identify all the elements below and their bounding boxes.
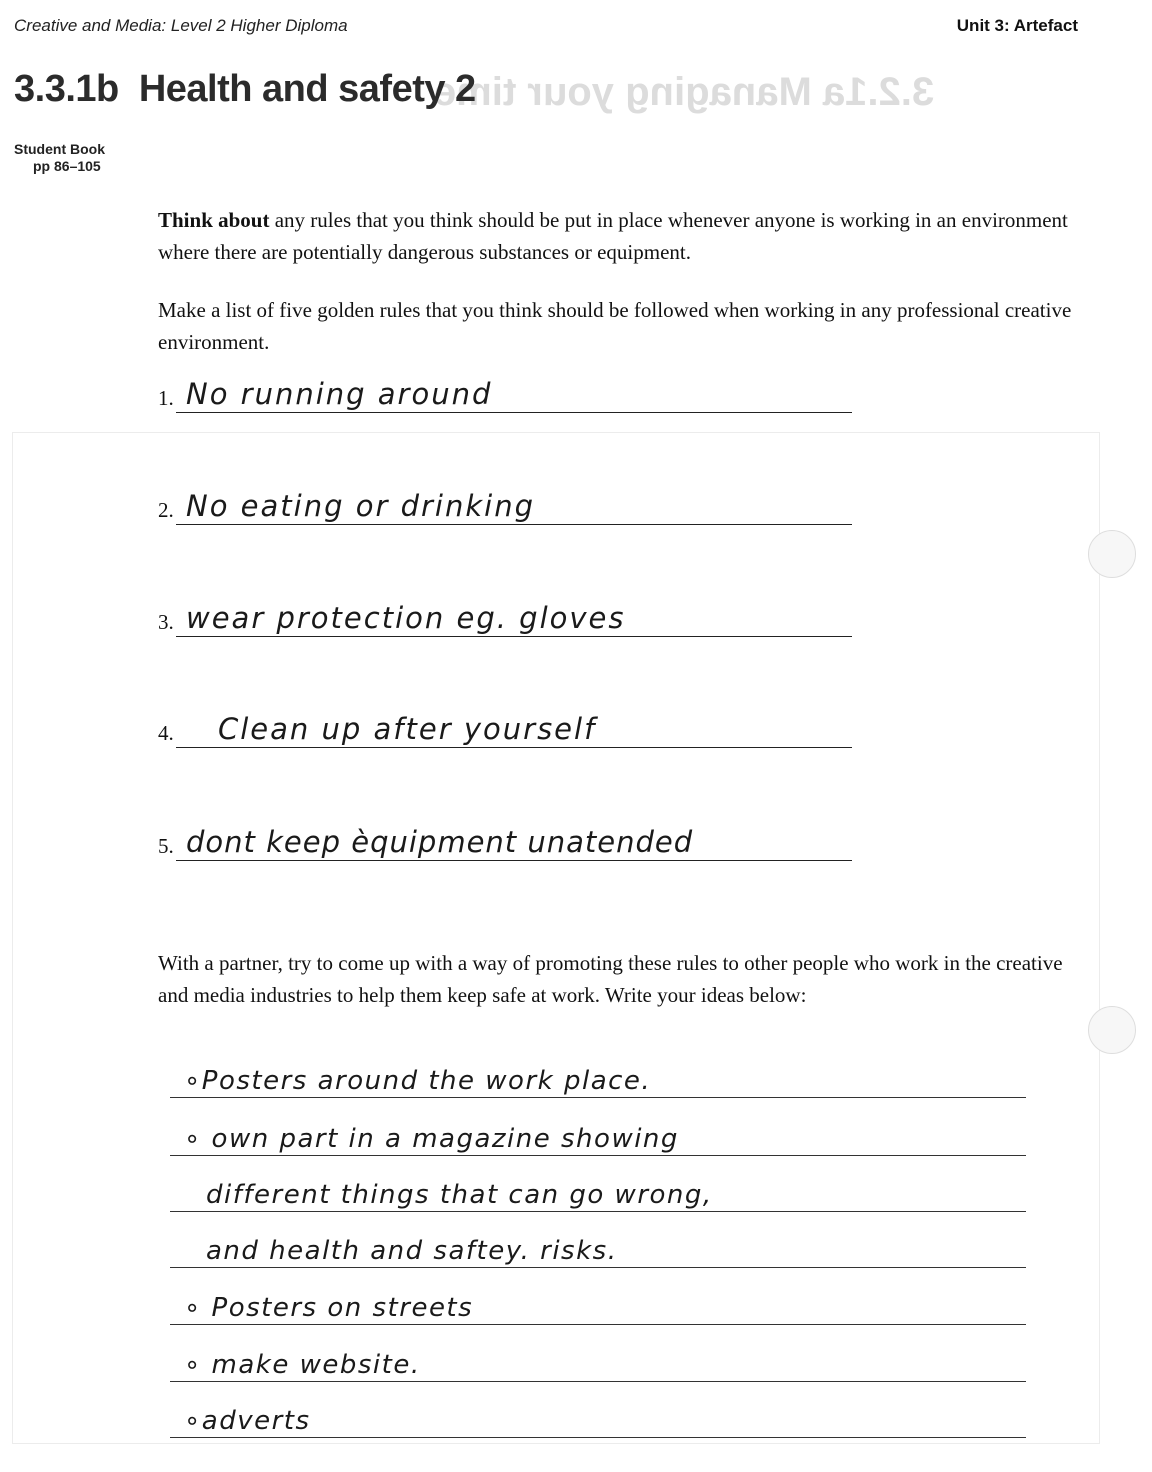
rule-number: 1. (158, 386, 174, 410)
rule-row-4 (158, 708, 852, 748)
show-through-ghost-title: 3.2.1a Managing your time (433, 70, 934, 114)
page-title: 3.3.1b Health and safety 2 (14, 68, 476, 110)
rule-answer[interactable]: No running around (186, 377, 493, 411)
rule-number: 2. (158, 498, 174, 522)
answer-line (176, 747, 852, 748)
student-book-reference (14, 141, 105, 175)
partner-prompt: With a partner, try to come up with a way of promoting these rules to other people who work in the creative and media industries to help them keep safe at work. Write your ideas below: (158, 951, 1063, 1007)
instruction-paragraph: Make a list of five golden rules that you think should be followed when working in any professional creative environment. (158, 298, 1072, 354)
answer-line (170, 1211, 1026, 1212)
idea-line-6 (170, 1342, 1026, 1382)
idea-text[interactable]: ∘ Posters on streets (184, 1293, 474, 1323)
rule-answer[interactable]: No eating or drinking (186, 489, 535, 523)
rule-answer[interactable]: wear protection eg. gloves (186, 601, 626, 635)
idea-line-2 (170, 1116, 1026, 1156)
rule-answer[interactable]: dont keep èquipment unatended (186, 825, 694, 859)
idea-text[interactable]: different things that can go wrong, (206, 1180, 713, 1210)
intro-text: any rules that you think should be put in place whenever anyone is working in an environment where there are potentially dangerous substances or equipment. (158, 208, 1068, 264)
idea-line-4 (170, 1228, 1026, 1268)
punch-hole-top (1088, 530, 1136, 578)
idea-text[interactable]: ∘ own part in a magazine showing (184, 1124, 679, 1154)
answer-line (170, 1437, 1026, 1438)
rule-number: 4. (158, 721, 174, 745)
rule-row-5 (158, 821, 852, 861)
idea-text[interactable]: ∘ make website. (184, 1350, 421, 1380)
answer-line (176, 636, 852, 637)
rule-row-3 (158, 597, 852, 637)
rule-number: 3. (158, 610, 174, 634)
rule-number: 5. (158, 834, 174, 858)
student-book-label: Student Book (14, 141, 105, 157)
answer-line (176, 860, 852, 861)
intro-paragraph (158, 204, 1073, 268)
student-book-pages: pp 86–105 (33, 158, 101, 174)
rule-answer[interactable]: Clean up after yourself (218, 712, 597, 746)
idea-text[interactable]: ∘Posters around the work place. (184, 1066, 652, 1096)
rule-row-2 (158, 485, 852, 525)
answer-line (170, 1155, 1026, 1156)
idea-line-3 (170, 1172, 1026, 1212)
answer-line (170, 1381, 1026, 1382)
punch-hole-bottom (1088, 1006, 1136, 1054)
idea-text[interactable]: and health and saftey. risks. (206, 1236, 618, 1266)
idea-line-7 (170, 1398, 1026, 1438)
answer-line (170, 1097, 1026, 1098)
idea-line-5 (170, 1285, 1026, 1325)
idea-text[interactable]: ∘adverts (184, 1406, 311, 1436)
answer-line (170, 1324, 1026, 1325)
intro-bold-lead: Think about (158, 208, 270, 232)
answer-line (176, 412, 852, 413)
unit-header: Unit 3: Artefact (956, 16, 1078, 35)
idea-line-1 (170, 1058, 1026, 1098)
rule-row-1 (158, 373, 852, 413)
answer-line (176, 524, 852, 525)
answer-line (170, 1267, 1026, 1268)
course-header: Creative and Media: Level 2 Higher Diploma (14, 16, 348, 35)
